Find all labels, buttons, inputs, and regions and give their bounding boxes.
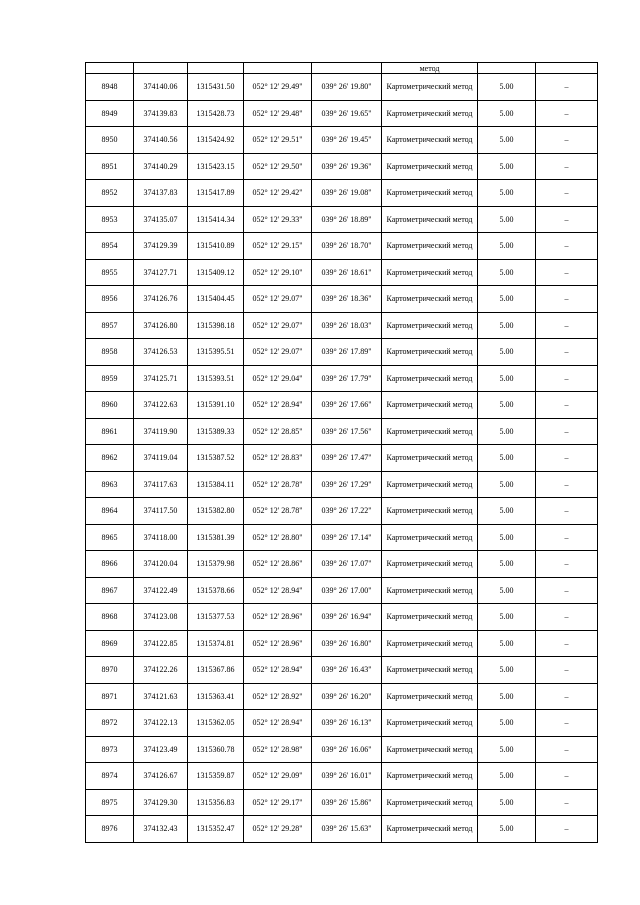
x-coordinate-cell: 374122.49	[134, 577, 188, 604]
y-coordinate-cell: 1315378.66	[188, 577, 244, 604]
x-coordinate-cell: 374126.80	[134, 312, 188, 339]
accuracy-cell: 5.00	[478, 153, 536, 180]
latitude-cell	[244, 63, 312, 74]
table-row	[86, 339, 598, 366]
method-cell: Картометрический метод	[382, 657, 478, 684]
table-row	[86, 577, 598, 604]
point-number-cell: 8975	[86, 789, 134, 816]
table-row	[86, 789, 598, 816]
point-number-cell: 8960	[86, 392, 134, 419]
longitude-cell: 039° 26' 19.36"	[312, 153, 382, 180]
longitude-cell: 039° 26' 17.79"	[312, 365, 382, 392]
point-number-cell: 8963	[86, 471, 134, 498]
y-coordinate-cell: 1315384.11	[188, 471, 244, 498]
point-number-cell: 8959	[86, 365, 134, 392]
note-cell: –	[536, 657, 598, 684]
note-cell: –	[536, 153, 598, 180]
point-number-cell: 8970	[86, 657, 134, 684]
accuracy-cell: 5.00	[478, 127, 536, 154]
coordinates-table	[85, 62, 598, 843]
accuracy-cell: 5.00	[478, 365, 536, 392]
latitude-cell: 052° 12' 28.94"	[244, 577, 312, 604]
method-cell: Картометрический метод	[382, 312, 478, 339]
method-cell: Картометрический метод	[382, 816, 478, 843]
note-cell: –	[536, 127, 598, 154]
x-coordinate-cell: 374119.04	[134, 445, 188, 472]
y-coordinate-cell: 1315414.34	[188, 206, 244, 233]
longitude-cell	[312, 63, 382, 74]
x-coordinate-cell: 374119.90	[134, 418, 188, 445]
table-row	[86, 206, 598, 233]
method-cell: Картометрический метод	[382, 577, 478, 604]
table-row	[86, 630, 598, 657]
point-number-cell: 8956	[86, 286, 134, 313]
y-coordinate-cell: 1315362.05	[188, 710, 244, 737]
latitude-cell: 052° 12' 28.83"	[244, 445, 312, 472]
note-cell: –	[536, 365, 598, 392]
note-cell: –	[536, 392, 598, 419]
table-row	[86, 74, 598, 101]
table-row	[86, 153, 598, 180]
x-coordinate-cell: 374118.00	[134, 524, 188, 551]
longitude-cell: 039° 26' 17.56"	[312, 418, 382, 445]
point-number-cell	[86, 63, 134, 74]
method-cell: метод	[382, 63, 478, 74]
x-coordinate-cell: 374122.85	[134, 630, 188, 657]
latitude-cell: 052° 12' 29.42"	[244, 180, 312, 207]
latitude-cell: 052° 12' 28.96"	[244, 630, 312, 657]
y-coordinate-cell: 1315423.15	[188, 153, 244, 180]
x-coordinate-cell: 374120.04	[134, 551, 188, 578]
latitude-cell: 052° 12' 29.07"	[244, 312, 312, 339]
latitude-cell: 052° 12' 29.15"	[244, 233, 312, 260]
table-row	[86, 471, 598, 498]
latitude-cell: 052° 12' 29.07"	[244, 286, 312, 313]
method-cell: Картометрический метод	[382, 498, 478, 525]
accuracy-cell: 5.00	[478, 577, 536, 604]
accuracy-cell: 5.00	[478, 259, 536, 286]
y-coordinate-cell: 1315391.10	[188, 392, 244, 419]
table-row	[86, 736, 598, 763]
longitude-cell: 039° 26' 17.22"	[312, 498, 382, 525]
method-cell: Картометрический метод	[382, 339, 478, 366]
latitude-cell: 052° 12' 29.48"	[244, 100, 312, 127]
note-cell: –	[536, 233, 598, 260]
latitude-cell: 052° 12' 29.07"	[244, 339, 312, 366]
y-coordinate-cell: 1315352.47	[188, 816, 244, 843]
y-coordinate-cell: 1315382.80	[188, 498, 244, 525]
method-cell: Картометрический метод	[382, 286, 478, 313]
y-coordinate-cell: 1315381.39	[188, 524, 244, 551]
table-row	[86, 233, 598, 260]
point-number-cell: 8953	[86, 206, 134, 233]
table-row	[86, 683, 598, 710]
x-coordinate-cell: 374122.63	[134, 392, 188, 419]
latitude-cell: 052° 12' 28.94"	[244, 657, 312, 684]
method-cell: Картометрический метод	[382, 551, 478, 578]
longitude-cell: 039° 26' 19.65"	[312, 100, 382, 127]
note-cell: –	[536, 180, 598, 207]
latitude-cell: 052° 12' 28.96"	[244, 604, 312, 631]
table-row	[86, 180, 598, 207]
point-number-cell: 8974	[86, 763, 134, 790]
longitude-cell: 039° 26' 15.86"	[312, 789, 382, 816]
note-cell: –	[536, 763, 598, 790]
point-number-cell: 8964	[86, 498, 134, 525]
accuracy-cell: 5.00	[478, 233, 536, 260]
method-cell: Картометрический метод	[382, 392, 478, 419]
accuracy-cell: 5.00	[478, 471, 536, 498]
point-number-cell: 8962	[86, 445, 134, 472]
y-coordinate-cell: 1315356.83	[188, 789, 244, 816]
note-cell: –	[536, 471, 598, 498]
note-cell: –	[536, 498, 598, 525]
longitude-cell: 039° 26' 16.80"	[312, 630, 382, 657]
table-row	[86, 498, 598, 525]
point-number-cell: 8971	[86, 683, 134, 710]
x-coordinate-cell: 374125.71	[134, 365, 188, 392]
x-coordinate-cell: 374126.67	[134, 763, 188, 790]
x-coordinate-cell: 374140.29	[134, 153, 188, 180]
longitude-cell: 039° 26' 16.06"	[312, 736, 382, 763]
x-coordinate-cell: 374121.63	[134, 683, 188, 710]
longitude-cell: 039° 26' 18.36"	[312, 286, 382, 313]
latitude-cell: 052° 12' 28.94"	[244, 392, 312, 419]
table-row	[86, 418, 598, 445]
longitude-cell: 039° 26' 18.03"	[312, 312, 382, 339]
method-cell: Картометрический метод	[382, 127, 478, 154]
table-row	[86, 524, 598, 551]
method-cell: Картометрический метод	[382, 604, 478, 631]
y-coordinate-cell: 1315395.51	[188, 339, 244, 366]
longitude-cell: 039° 26' 19.08"	[312, 180, 382, 207]
table-row	[86, 365, 598, 392]
method-cell: Картометрический метод	[382, 789, 478, 816]
point-number-cell: 8972	[86, 710, 134, 737]
accuracy-cell: 5.00	[478, 710, 536, 737]
x-coordinate-cell: 374140.06	[134, 74, 188, 101]
method-cell: Картометрический метод	[382, 365, 478, 392]
accuracy-cell: 5.00	[478, 498, 536, 525]
accuracy-cell: 5.00	[478, 683, 536, 710]
accuracy-cell: 5.00	[478, 763, 536, 790]
y-coordinate-cell	[188, 63, 244, 74]
latitude-cell: 052° 12' 29.51"	[244, 127, 312, 154]
accuracy-cell: 5.00	[478, 100, 536, 127]
method-cell: Картометрический метод	[382, 524, 478, 551]
note-cell: –	[536, 789, 598, 816]
point-number-cell: 8948	[86, 74, 134, 101]
x-coordinate-cell: 374135.07	[134, 206, 188, 233]
note-cell: –	[536, 630, 598, 657]
method-cell: Картометрический метод	[382, 736, 478, 763]
point-number-cell: 8968	[86, 604, 134, 631]
note-cell: –	[536, 100, 598, 127]
x-coordinate-cell: 374126.53	[134, 339, 188, 366]
continuation-row	[86, 63, 598, 74]
method-cell: Картометрический метод	[382, 763, 478, 790]
longitude-cell: 039° 26' 18.70"	[312, 233, 382, 260]
note-cell: –	[536, 816, 598, 843]
latitude-cell: 052° 12' 29.28"	[244, 816, 312, 843]
note-cell: –	[536, 74, 598, 101]
longitude-cell: 039° 26' 18.61"	[312, 259, 382, 286]
table-row	[86, 816, 598, 843]
accuracy-cell: 5.00	[478, 418, 536, 445]
table-row	[86, 259, 598, 286]
table-row	[86, 445, 598, 472]
method-cell: Картометрический метод	[382, 180, 478, 207]
latitude-cell: 052° 12' 29.10"	[244, 259, 312, 286]
latitude-cell: 052° 12' 28.92"	[244, 683, 312, 710]
y-coordinate-cell: 1315389.33	[188, 418, 244, 445]
note-cell: –	[536, 339, 598, 366]
accuracy-cell: 5.00	[478, 604, 536, 631]
longitude-cell: 039° 26' 16.94"	[312, 604, 382, 631]
latitude-cell: 052° 12' 29.04"	[244, 365, 312, 392]
longitude-cell: 039° 26' 16.13"	[312, 710, 382, 737]
y-coordinate-cell: 1315363.41	[188, 683, 244, 710]
x-coordinate-cell: 374117.50	[134, 498, 188, 525]
note-cell: –	[536, 259, 598, 286]
accuracy-cell: 5.00	[478, 286, 536, 313]
accuracy-cell: 5.00	[478, 339, 536, 366]
latitude-cell: 052° 12' 28.86"	[244, 551, 312, 578]
longitude-cell: 039° 26' 16.01"	[312, 763, 382, 790]
accuracy-cell	[478, 63, 536, 74]
y-coordinate-cell: 1315359.87	[188, 763, 244, 790]
note-cell: –	[536, 683, 598, 710]
point-number-cell: 8967	[86, 577, 134, 604]
accuracy-cell: 5.00	[478, 74, 536, 101]
x-coordinate-cell: 374122.26	[134, 657, 188, 684]
latitude-cell: 052° 12' 28.94"	[244, 710, 312, 737]
accuracy-cell: 5.00	[478, 445, 536, 472]
y-coordinate-cell: 1315431.50	[188, 74, 244, 101]
table-row	[86, 312, 598, 339]
note-cell: –	[536, 312, 598, 339]
point-number-cell: 8951	[86, 153, 134, 180]
method-cell: Картометрический метод	[382, 418, 478, 445]
table-body	[86, 63, 598, 843]
x-coordinate-cell: 374123.08	[134, 604, 188, 631]
table-row	[86, 100, 598, 127]
note-cell: –	[536, 551, 598, 578]
table-row	[86, 127, 598, 154]
table-row	[86, 392, 598, 419]
method-cell: Картометрический метод	[382, 710, 478, 737]
x-coordinate-cell: 374129.30	[134, 789, 188, 816]
x-coordinate-cell: 374139.83	[134, 100, 188, 127]
longitude-cell: 039° 26' 17.89"	[312, 339, 382, 366]
note-cell: –	[536, 206, 598, 233]
longitude-cell: 039° 26' 19.80"	[312, 74, 382, 101]
accuracy-cell: 5.00	[478, 206, 536, 233]
note-cell: –	[536, 710, 598, 737]
method-cell: Картометрический метод	[382, 259, 478, 286]
x-coordinate-cell: 374122.13	[134, 710, 188, 737]
accuracy-cell: 5.00	[478, 180, 536, 207]
accuracy-cell: 5.00	[478, 524, 536, 551]
point-number-cell: 8958	[86, 339, 134, 366]
table-row	[86, 604, 598, 631]
latitude-cell: 052° 12' 29.33"	[244, 206, 312, 233]
longitude-cell: 039° 26' 16.43"	[312, 657, 382, 684]
point-number-cell: 8955	[86, 259, 134, 286]
longitude-cell: 039° 26' 18.89"	[312, 206, 382, 233]
accuracy-cell: 5.00	[478, 551, 536, 578]
longitude-cell: 039° 26' 15.63"	[312, 816, 382, 843]
x-coordinate-cell: 374140.56	[134, 127, 188, 154]
latitude-cell: 052° 12' 29.09"	[244, 763, 312, 790]
y-coordinate-cell: 1315417.89	[188, 180, 244, 207]
latitude-cell: 052° 12' 29.49"	[244, 74, 312, 101]
point-number-cell: 8973	[86, 736, 134, 763]
table-row	[86, 286, 598, 313]
method-cell: Картометрический метод	[382, 630, 478, 657]
longitude-cell: 039° 26' 17.47"	[312, 445, 382, 472]
latitude-cell: 052° 12' 29.17"	[244, 789, 312, 816]
x-coordinate-cell: 374137.83	[134, 180, 188, 207]
point-number-cell: 8952	[86, 180, 134, 207]
y-coordinate-cell: 1315428.73	[188, 100, 244, 127]
table-row	[86, 710, 598, 737]
longitude-cell: 039° 26' 17.14"	[312, 524, 382, 551]
y-coordinate-cell: 1315398.18	[188, 312, 244, 339]
point-number-cell: 8965	[86, 524, 134, 551]
point-number-cell: 8949	[86, 100, 134, 127]
note-cell	[536, 63, 598, 74]
table-row	[86, 763, 598, 790]
x-coordinate-cell: 374129.39	[134, 233, 188, 260]
x-coordinate-cell: 374117.63	[134, 471, 188, 498]
accuracy-cell: 5.00	[478, 816, 536, 843]
note-cell: –	[536, 736, 598, 763]
latitude-cell: 052° 12' 28.85"	[244, 418, 312, 445]
longitude-cell: 039° 26' 17.29"	[312, 471, 382, 498]
point-number-cell: 8954	[86, 233, 134, 260]
note-cell: –	[536, 286, 598, 313]
method-cell: Картометрический метод	[382, 233, 478, 260]
latitude-cell: 052° 12' 28.80"	[244, 524, 312, 551]
latitude-cell: 052° 12' 29.50"	[244, 153, 312, 180]
point-number-cell: 8961	[86, 418, 134, 445]
y-coordinate-cell: 1315404.45	[188, 286, 244, 313]
accuracy-cell: 5.00	[478, 736, 536, 763]
method-cell: Картометрический метод	[382, 445, 478, 472]
accuracy-cell: 5.00	[478, 789, 536, 816]
method-cell: Картометрический метод	[382, 206, 478, 233]
latitude-cell: 052° 12' 28.98"	[244, 736, 312, 763]
accuracy-cell: 5.00	[478, 630, 536, 657]
y-coordinate-cell: 1315367.86	[188, 657, 244, 684]
y-coordinate-cell: 1315410.89	[188, 233, 244, 260]
point-number-cell: 8950	[86, 127, 134, 154]
y-coordinate-cell: 1315374.81	[188, 630, 244, 657]
point-number-cell: 8969	[86, 630, 134, 657]
longitude-cell: 039° 26' 17.07"	[312, 551, 382, 578]
method-cell: Картометрический метод	[382, 100, 478, 127]
latitude-cell: 052° 12' 28.78"	[244, 498, 312, 525]
method-cell: Картометрический метод	[382, 471, 478, 498]
note-cell: –	[536, 604, 598, 631]
point-number-cell: 8957	[86, 312, 134, 339]
longitude-cell: 039° 26' 17.00"	[312, 577, 382, 604]
table-row	[86, 551, 598, 578]
accuracy-cell: 5.00	[478, 392, 536, 419]
longitude-cell: 039° 26' 16.20"	[312, 683, 382, 710]
method-cell: Картометрический метод	[382, 74, 478, 101]
method-cell: Картометрический метод	[382, 153, 478, 180]
note-cell: –	[536, 577, 598, 604]
x-coordinate-cell: 374126.76	[134, 286, 188, 313]
longitude-cell: 039° 26' 19.45"	[312, 127, 382, 154]
accuracy-cell: 5.00	[478, 657, 536, 684]
y-coordinate-cell: 1315387.52	[188, 445, 244, 472]
note-cell: –	[536, 524, 598, 551]
note-cell: –	[536, 418, 598, 445]
method-cell: Картометрический метод	[382, 683, 478, 710]
x-coordinate-cell: 374123.49	[134, 736, 188, 763]
x-coordinate-cell: 374127.71	[134, 259, 188, 286]
point-number-cell: 8966	[86, 551, 134, 578]
y-coordinate-cell: 1315424.92	[188, 127, 244, 154]
accuracy-cell: 5.00	[478, 312, 536, 339]
y-coordinate-cell: 1315377.53	[188, 604, 244, 631]
x-coordinate-cell	[134, 63, 188, 74]
y-coordinate-cell: 1315393.51	[188, 365, 244, 392]
y-coordinate-cell: 1315360.78	[188, 736, 244, 763]
longitude-cell: 039° 26' 17.66"	[312, 392, 382, 419]
note-cell: –	[536, 445, 598, 472]
point-number-cell: 8976	[86, 816, 134, 843]
latitude-cell: 052° 12' 28.78"	[244, 471, 312, 498]
y-coordinate-cell: 1315379.98	[188, 551, 244, 578]
table-row	[86, 657, 598, 684]
x-coordinate-cell: 374132.43	[134, 816, 188, 843]
y-coordinate-cell: 1315409.12	[188, 259, 244, 286]
